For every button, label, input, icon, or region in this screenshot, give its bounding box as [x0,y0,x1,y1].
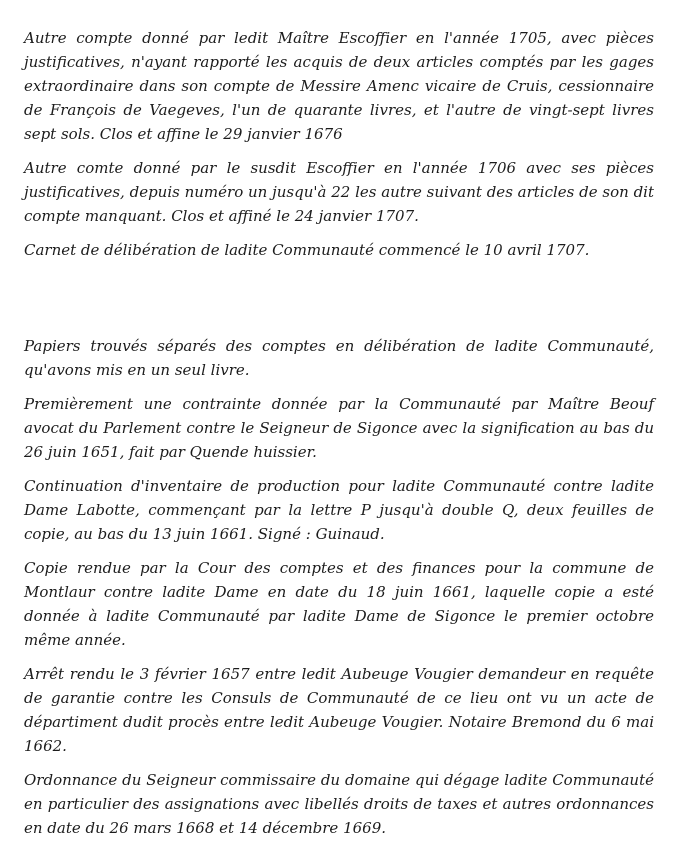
paragraph-copie-rendue: Copie rendue par la Cour des comptes et des finances pour la commune de Montlaur contre ladite Dame en date du 18 juin 1661, laquelle copie a esté donnée à ladite Communauté par ladite Dame de Sigonce le premier octobre même année. [24,559,654,649]
paragraph-contrainte: Premièrement une contrainte donnée par la Communauté par Maître Beouf avocat du Parlement contre le Seigneur de Sigonce avec la signification au bas du 26 juin 1651, fait par Quende huissier. [24,395,654,461]
paragraph-carnet-deliberation: Carnet de délibération de ladite Communauté commencé le 10 avril 1707. [24,241,590,259]
paragraph-compte-1706: Autre comte donné par le susdit Escoffier en l'année 1706 avec ses pièces justificatives, depuis numéro un jusqu'à 22 les autre suivant des articles de son dit compte manquant. Clos et affiné le 24 janvier 1707. [24,159,654,225]
paragraph-ordonnance: Ordonnance du Seigneur commissaire du domaine qui dégage ladite Communauté en particulier des assignations avec libellés droits de taxes et autres ordonnances en date du 26 mars 1668 et 14 décembre 1669. [24,771,654,837]
paragraph-continuation-inventaire: Continuation d'inventaire de production pour ladite Communauté contre ladite Dame Labotte, commençant par la lettre P jusqu'à double Q, deux feuilles de copie, au bas du 13 juin 1661. Signé : Guinaud. [24,477,654,543]
paragraph-papiers-trouves: Papiers trouvés séparés des comptes en délibération de ladite Communauté, qu'avons mis en un seul livre. [24,337,654,379]
paragraph-arret-rendu: Arrêt rendu le 3 février 1657 entre ledit Aubeuge Vougier demandeur en requête de garantie contre les Consuls de Communauté de ce lieu ont vu un acte de départiment dudit procès entre ledit Aubeuge Vougier. Notaire Bremond du 6 mai 1662. [24,665,654,755]
document-page [24,26,654,840]
paragraph-compte-1705: Autre compte donné par ledit Maître Escoffier en l'année 1705, avec pièces justificatives, n'ayant rapporté les acquis de deux articles comptés par les gages extraordinaire dans son compte de Messire Amenc vicaire de Cruis, cessionnaire de François de Vaegeves, l'un de quarante livres, et l'autre de vingt-sept livres sept sols. Clos et affine le 29 janvier 1676 [24,29,654,143]
